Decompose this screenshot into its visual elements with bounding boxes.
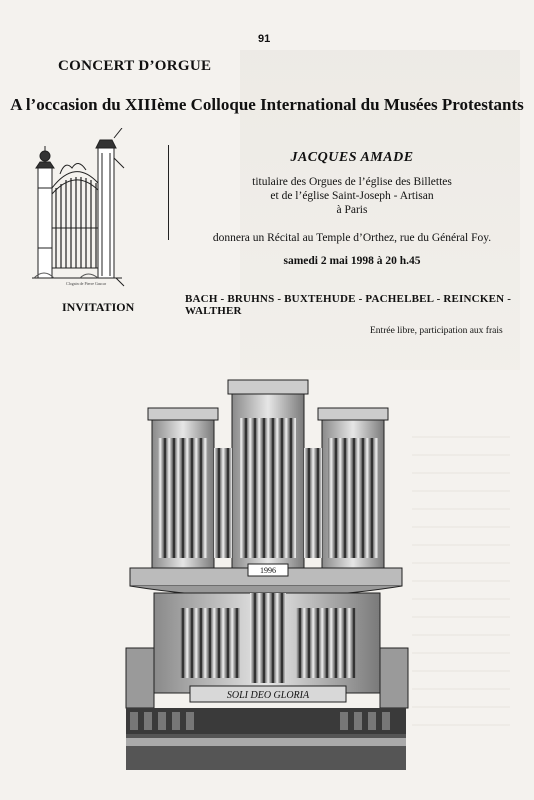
role-line: titulaire des Orgues de l’église des Billettes: [252, 176, 452, 188]
page-number: 91: [258, 33, 271, 45]
divider-line: [168, 145, 169, 240]
entry-note: Entrée libre, participation aux frais: [370, 326, 503, 336]
year-plate: 1996: [260, 566, 276, 575]
organ-inscription: SOLI DEO GLORIA: [226, 690, 310, 701]
wrought-iron-gate-illustration: [30, 128, 125, 288]
composer-list: BACH - BRUHNS - BUXTEHUDE - PACHELBEL - REINCKEN - WALTHER: [185, 293, 512, 317]
svg-text:Clogain de Pierre Gascar: Clogain de Pierre Gascar: [66, 281, 107, 286]
performer-role: [170, 175, 534, 217]
pipe-organ-photo: [120, 378, 412, 770]
recital-announcement: donnera un Récital au Temple d’Orthez, rue du Général Foy.: [212, 232, 492, 244]
role-line: à Paris: [336, 204, 368, 216]
page-subtitle: A l’occasion du XIIIème Colloque International du Musées Protestants: [10, 95, 524, 114]
role-line: et de l’église Saint-Joseph - Artisan: [270, 190, 434, 202]
invitation-label: INVITATION: [62, 300, 135, 314]
performer-name: JACQUES AMADE: [290, 150, 414, 165]
concert-date: samedi 2 mai 1998 à 20 h.45: [283, 255, 421, 267]
page-title: CONCERT D’ORGUE: [58, 58, 212, 74]
